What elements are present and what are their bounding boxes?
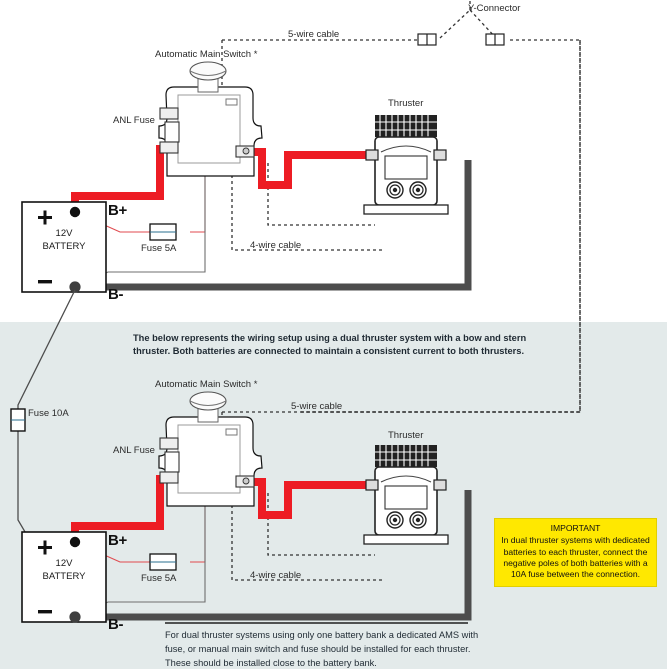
label-fuse-5a-lower: Fuse 5A	[141, 573, 177, 584]
panel-note: The below represents the wiring setup using a dual thruster system with a bow and stern thruster. Both batteries are connected to maintain a consistent current to both thrusters.	[133, 333, 527, 357]
label-thruster-top: Thruster	[388, 98, 424, 109]
label-anl-fuse-lower: ANL Fuse	[113, 445, 155, 456]
battery-positive-label-top: B+	[108, 202, 127, 219]
label-five-wire-cable-top: 5-wire cable	[288, 29, 340, 40]
label-four-wire-cable-lower: 4-wire cable	[250, 570, 302, 581]
important-heading: IMPORTANT	[550, 523, 601, 533]
battery-name-label-lower: BATTERY	[42, 571, 86, 582]
battery-name-label-top: BATTERY	[42, 241, 86, 252]
important-callout	[494, 518, 657, 587]
battery-negative-label-top: B-	[108, 286, 124, 303]
label-anl-fuse-top: ANL Fuse	[113, 115, 155, 126]
battery-voltage-label-top: 12V	[55, 228, 73, 239]
important-body: In dual thruster systems with dedicated batteries to each thruster, connect the negative poles of both batteries with a 10A fuse between the connection.	[501, 535, 650, 580]
label-thruster-lower: Thruster	[388, 430, 424, 441]
label-y-connector: Y-Connector	[468, 3, 521, 14]
battery-negative-label-lower: B-	[108, 616, 124, 633]
label-fuse-5a-top: Fuse 5A	[141, 243, 177, 254]
label-four-wire-cable-top: 4-wire cable	[250, 240, 302, 251]
label-five-wire-cable-lower: 5-wire cable	[291, 401, 343, 412]
label-fuse-10a: Fuse 10A	[28, 408, 69, 419]
battery-positive-label-lower: B+	[108, 532, 127, 549]
label-automatic-main-switch-top: Automatic Main Switch *	[155, 49, 258, 60]
battery-voltage-label-lower: 12V	[55, 558, 73, 569]
label-automatic-main-switch-lower: Automatic Main Switch *	[155, 379, 258, 390]
panel-footer-note: For dual thruster systems using only one battery bank a dedicated AMS with fuse, or manual main switch and fuse should be installed for each thruster. These should be installed close to the battery bank.	[165, 630, 479, 668]
